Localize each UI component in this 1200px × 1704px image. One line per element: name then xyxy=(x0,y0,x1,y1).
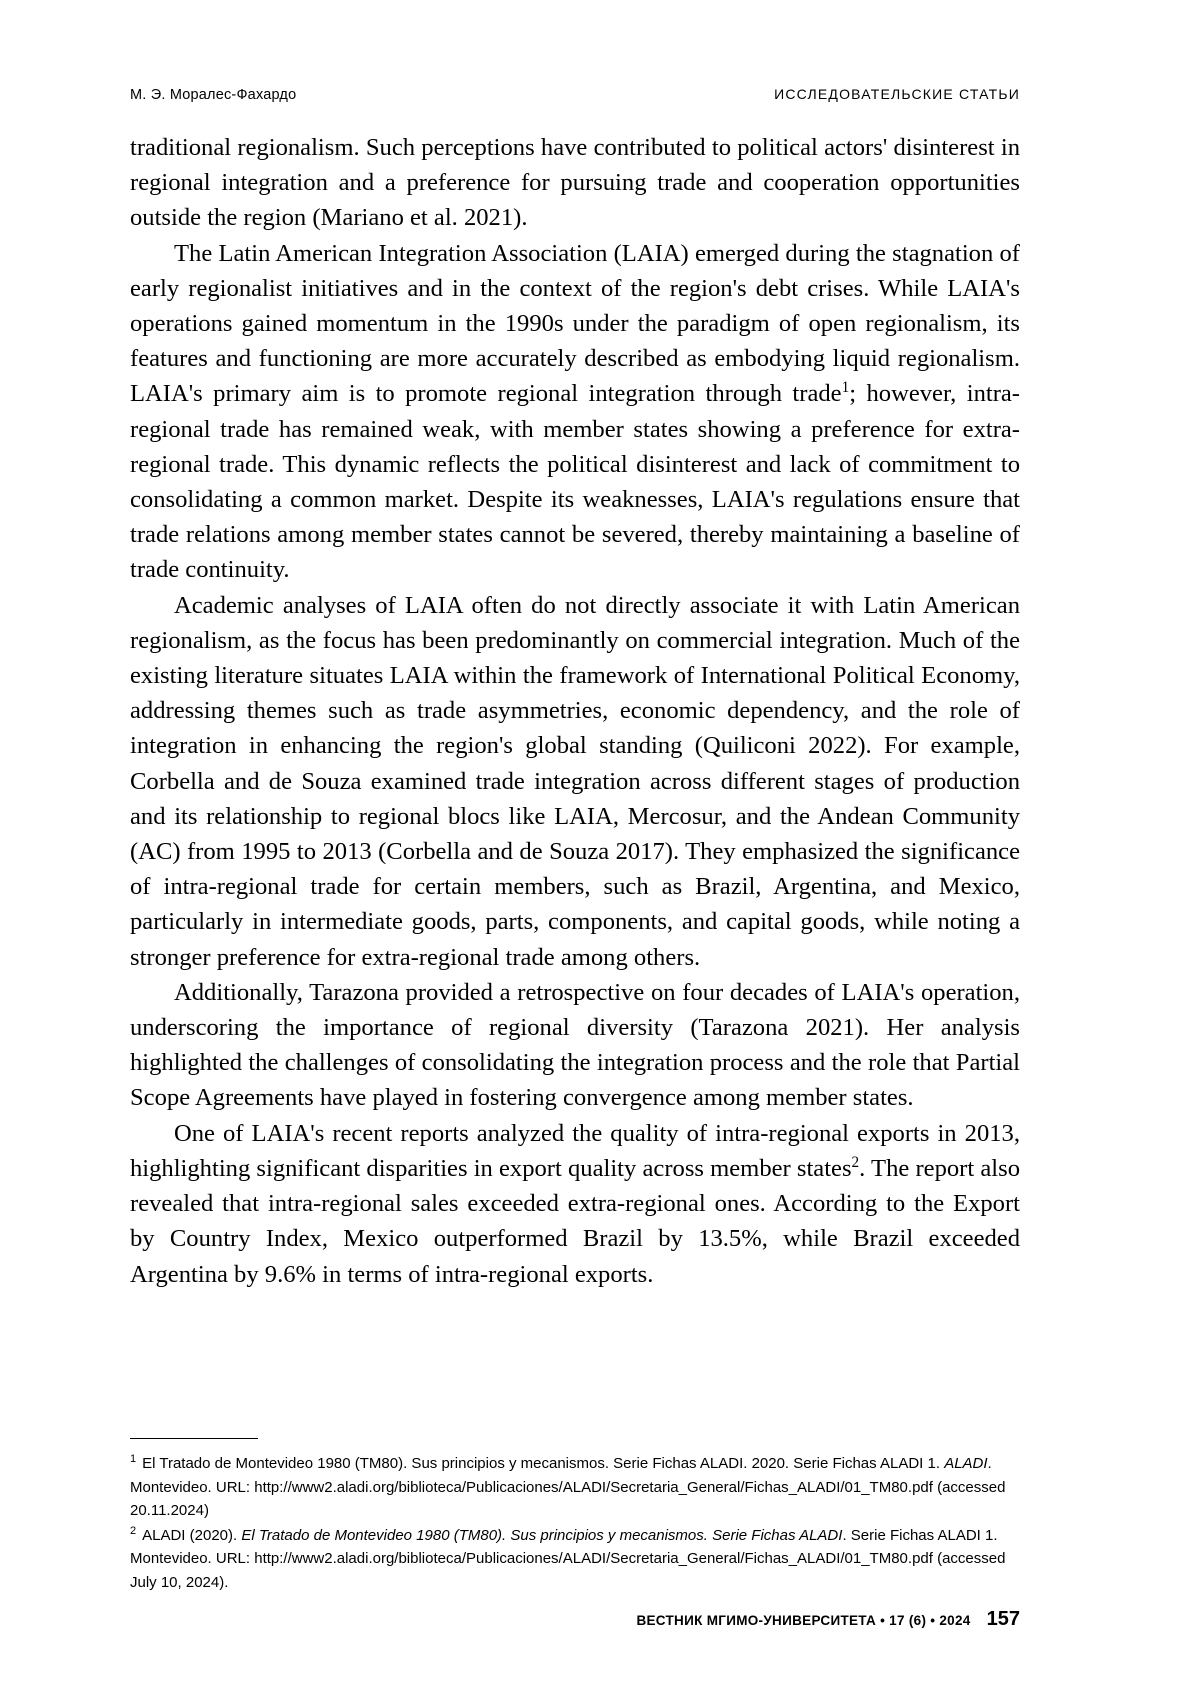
footnote-1 xyxy=(130,1452,1020,1523)
page-number: 157 xyxy=(986,1608,1020,1630)
paragraph-4: Additionally, Tarazona provided a retrospective on four decades of LAIA's operation, underscoring the importance of regional diversity (Tarazona 2021). Her analysis highlighted the challenges of consolidating the integration process and the role that Partial Scope Agreements have played in fostering convergence among member states. xyxy=(130,978,1020,1112)
running-footer xyxy=(130,1608,1020,1631)
paragraph-3: Academic analyses of LAIA often do not directly associate it with Latin American regionalism, as the focus has been predominantly on commercial integration. Much of the existing literature situates LAIA within the framework of International Political Economy, addressing themes such as trade asymmetries, economic dependency, and the role of integration in enhancing the region's global standing (Quiliconi 2022). For example, Corbella and de Souza examined trade integration across different stages of production and its relationship to regional blocs like LAIA, Mercosur, and the Andean Community (AC) from 1995 to 2013 (Corbella and de Souza 2017). They emphasized the significance of intra-regional trade for certain members, such as Brazil, Argentina, and Mexico, particularly in intermediate goods, parts, components, and capital goods, while noting a stronger preference for extra-regional trade among others. xyxy=(130,591,1020,971)
article-body xyxy=(130,130,1020,1292)
paragraph-2 xyxy=(130,236,1020,588)
footnote-ref-2[interactable]: 2 xyxy=(851,1153,860,1171)
header-author: М. Э. Моралес-Фахардо xyxy=(130,87,297,103)
paragraph-5-part-a: One of LAIA's recent reports analyzed the quality of intra-regional exports in 2013, highlighting significant disparities in export quality across member states xyxy=(130,1119,1020,1182)
footnote-2-italic: El Tratado de Montevideo 1980 (TM80). Sus principios y mecanismos. Serie Fichas ALADI xyxy=(241,1526,843,1544)
footnote-2-marker: 2 xyxy=(130,1524,137,1537)
paragraph-5-part-b: . The report also revealed that intra-regional sales exceeded extra-regional ones. According to the Export by Country Index, Mexico outperformed Brazil by 13.5%, while Brazil exceeded Argentina by 9.6% in terms of intra-regional exports. xyxy=(130,1154,1020,1288)
footnote-1-text-b: . Montevideo. URL: http://www2.aladi.org/biblioteca/Publicaciones/ALADI/Secretaria_General/Fichas_ALADI/01_TM80.pdf (accessed 20.11.2024) xyxy=(130,1455,1006,1519)
paragraph-1: traditional regionalism. Such perceptions have contributed to political actors' disinterest in regional integration and a preference for pursuing trade and cooperation opportunities outside the region (Mariano et al. 2021). xyxy=(130,134,1020,232)
footnote-1-italic: ALADI xyxy=(944,1455,988,1472)
footer-journal-title: ВЕСТНИК МГИМО-УНИВЕРСИТЕТА • 17 (6) • 2024 xyxy=(636,1613,971,1628)
paragraph-2-part-b: ; however, intra-regional trade has remained weak, with member states showing a preference for extra-regional trade. This dynamic reflects the political disinterest and lack of commitment to consolidating a common market. Despite its weaknesses, LAIA's regulations ensure that trade relations among member states cannot be severed, thereby maintaining a baseline of trade continuity. xyxy=(130,380,1021,584)
paragraph-2-part-a: The Latin American Integration Association (LAIA) emerged during the stagnation of early regionalist initiatives and in the context of the region's debt crises. While LAIA's operations gained momentum in the 1990s under the paradigm of open regionalism, its features and functioning are more accurately described as embodying liquid regionalism. LAIA's primary aim is to promote regional integration through trade xyxy=(130,239,1020,408)
footnote-2-text-b: . Serie Fichas ALADI 1. Montevideo. URL: http://www2.aladi.org/biblioteca/Publicaciones/ALADI/Secretaria_General/Fichas_ALADI/01_TM80.pdf (accessed July 10, 2024). xyxy=(130,1526,1006,1591)
header-section: ИССЛЕДОВАТЕЛЬСКИЕ СТАТЬИ xyxy=(774,86,1020,102)
footnote-1-marker: 1 xyxy=(130,1453,137,1465)
footnote-2 xyxy=(130,1524,1020,1595)
footnote-2-text-a: ALADI (2020). xyxy=(142,1526,238,1544)
footnotes-block xyxy=(130,1452,1020,1595)
running-header xyxy=(130,86,1020,103)
paragraph-5 xyxy=(130,1116,1020,1292)
footnote-1-text-a: El Tratado de Montevideo 1980 (TM80). Sus principios y mecanismos. Serie Fichas ALADI. 2020. Serie Fichas ALADI 1. xyxy=(142,1455,941,1472)
footnote-separator xyxy=(130,1438,258,1439)
footnote-ref-1[interactable]: 1 xyxy=(841,379,850,397)
